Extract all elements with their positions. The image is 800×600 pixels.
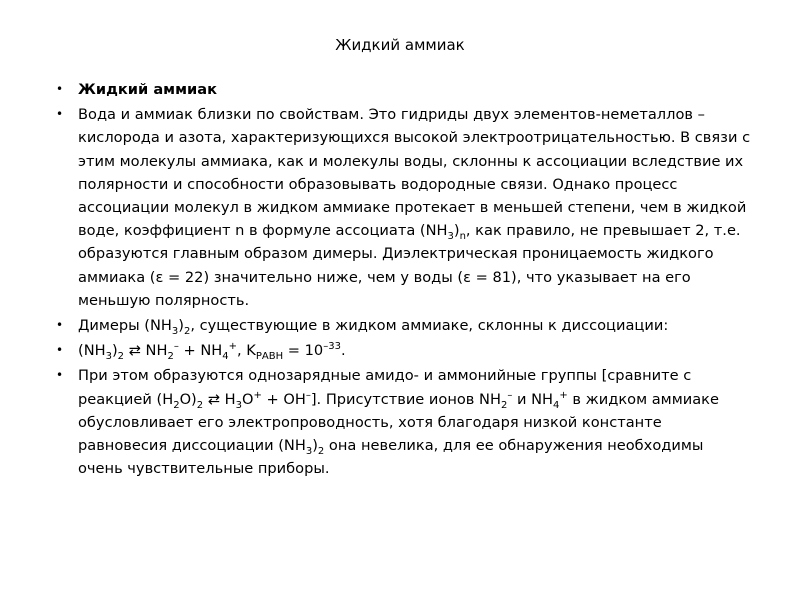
text-run: + NH <box>178 342 223 360</box>
text-run: O <box>241 390 254 408</box>
superscript: – <box>305 389 311 401</box>
text-run: , K <box>237 342 256 360</box>
text-run: ) <box>178 317 184 335</box>
text-run: ]. Присутствие ионов NH <box>310 390 501 408</box>
subscript: 3 <box>235 399 242 411</box>
slide-title: Жидкий аммиак <box>335 36 465 54</box>
text-run: = 10 <box>283 342 324 360</box>
subscript: 3 <box>171 325 179 337</box>
bullet-dot-icon: • <box>56 107 64 122</box>
bullet-heading <box>52 78 752 101</box>
text-run: ) <box>312 437 318 455</box>
subscript: 2 <box>317 445 325 457</box>
text-run: в жидком аммиаке обусловливает его электропроводность, хотя благодаря низкой константе равновесия диссоциации (NH <box>78 390 719 455</box>
text-run: , как правило, не превышает 2, т.е. образуются главным образом димеры. Диэлектрическая проницаемость жидкого аммиака (ε = 22) значительно ниже, чем у воды (ε = 81), что указывает на его меньшую полярность. <box>78 222 741 309</box>
text-run: При этом образуются однозарядные амидо- и аммонийные группы [сравните с реакцией (H <box>78 367 692 408</box>
text-run: ) <box>111 342 118 360</box>
subscript: n <box>459 231 466 243</box>
bullet-equation <box>52 339 752 362</box>
superscript: + <box>253 389 262 401</box>
bullet-heading-text: Жидкий аммиак <box>78 81 217 98</box>
bullet-paragraph-properties <box>52 103 752 312</box>
text-run: (NH <box>78 342 106 360</box>
text-run: Вода и аммиак близки по свойствам. Это гидриды двух элементов-неметаллов – кислорода и азота, характеризующихся высокой электроотрицательностью. В связи с этим молекулы аммиака, как и молекулы воды, склонны к ассоциации вследствие их полярности и способности образовывать водородные связи. Однако процесс ассоциации молекул в жидком аммиаке протекает в меньшей степени, чем в жидкой воде, коэффициент n в формуле ассоциата (NH <box>78 106 751 240</box>
subscript: 2 <box>500 399 508 411</box>
text-run: + OH <box>261 390 306 408</box>
superscript: – <box>173 341 179 353</box>
subscript: 2 <box>167 351 174 363</box>
superscript: + <box>228 341 237 353</box>
subscript: 3 <box>105 351 112 363</box>
bullet-paragraph-ions <box>52 364 752 480</box>
text-run: ) <box>453 222 460 240</box>
superscript: – <box>507 389 513 401</box>
subscript: 2 <box>117 351 125 363</box>
subscript: 4 <box>552 399 560 411</box>
subscript: РАВН <box>255 351 284 363</box>
text-run: Димеры (NH <box>78 317 172 335</box>
bullet-dot-icon: • <box>56 368 64 383</box>
text-run: . <box>340 342 346 360</box>
bullet-paragraph-dimers <box>52 314 752 337</box>
subscript: 2 <box>183 325 191 337</box>
subscript: 4 <box>222 351 229 363</box>
bullet-list <box>52 78 752 482</box>
subscript: 2 <box>173 399 180 411</box>
subscript: 3 <box>447 231 454 243</box>
text-run: , существующие в жидком аммиаке, склонны к диссоциации: <box>190 317 669 335</box>
bullet-dot-icon: • <box>56 318 64 333</box>
subscript: 3 <box>305 445 313 457</box>
superscript: –33 <box>323 341 341 353</box>
text-run: и NH <box>512 390 553 408</box>
text-run: ⇄ H <box>203 390 236 408</box>
subscript: 2 <box>196 399 204 411</box>
bullet-dot-icon: • <box>56 343 64 358</box>
text-run: она невелика, для ее обнаружения необходимы очень чувствительные приборы. <box>78 437 704 478</box>
text-run: ⇄ NH <box>124 342 168 360</box>
bullet-dot-icon: • <box>56 82 64 96</box>
superscript: + <box>559 389 568 401</box>
text-run: O) <box>179 390 197 408</box>
